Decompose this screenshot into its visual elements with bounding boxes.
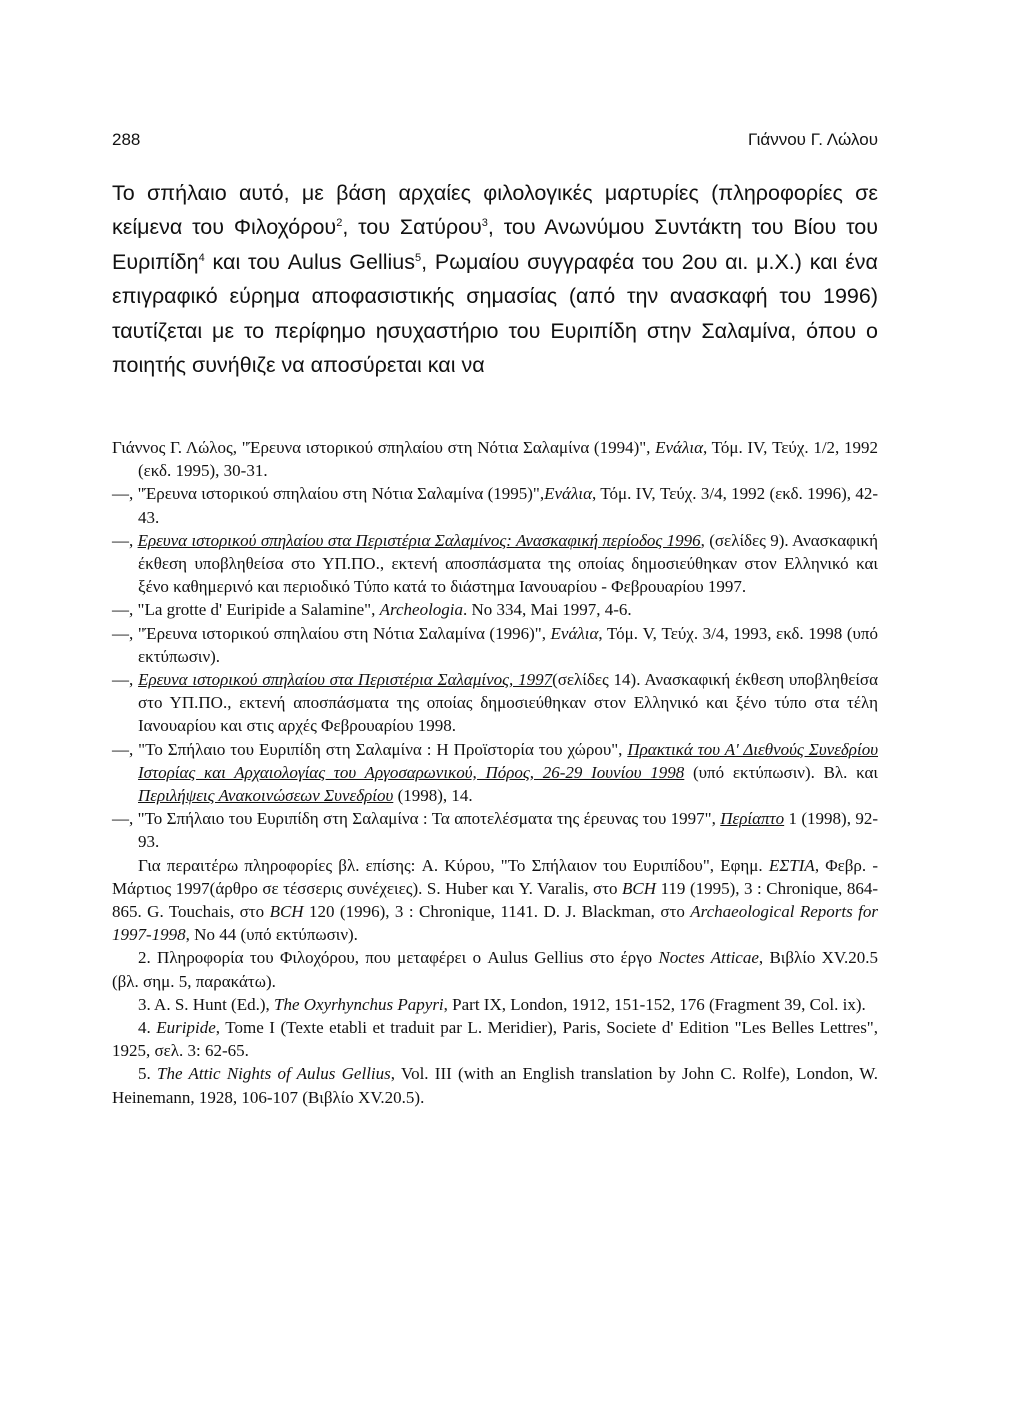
footnote-4: 4. Euripide, Tome I (Texte etabli et traduit par L. Meridier), Paris, Societe d' Edition "Les Belles Lettres", 1925, σελ. 3: 62-65. (112, 1018, 878, 1061)
footnote-marker: 3 (481, 217, 488, 230)
bibliography-entry: —, "La grotte d' Euripide a Salamine", Archeologia. No 334, Mai 1997, 4-6. (112, 600, 632, 620)
bibliography-entry: —, "Το Σπήλαιο του Ευριπίδη στη Σαλαμίνα : Τα αποτελέσματα της έρευνας του 1997", Περίαπτο 1 (1998), 92-93. (112, 809, 879, 852)
body-text-segment: , του Ανωνύμου Συντάκτη του Βίου του Ευριπίδη (112, 215, 878, 274)
bibliography-entry: —, Ερευνα ιστορικού σπηλαίου στα Περιστέρια Σαλαμίνος: Ανασκαφική περίοδος 1996, (σελίδες 9). Ανασκαφική έκθεση υποβληθείσα στο ΥΠ.ΠΟ., εκτενή αποσπάσματα της οποίας δημοσιεύθηκαν στον Ελληνικό και ξένο καθημερινό και περιοδικό Τύπο κατά το διάστημα Ιανουαρίου - Φεβρουαρίου 1997. (112, 530, 878, 597)
footnote-1: Για περαιτέρω πληροφορίες βλ. επίσης: A. Κύρου, "Το Σπήλαιον του Ευριπίδου", Εφημ. ΕΣΤΙΑ, Φεβρ. - Μάρτιος 1997(άρθρο σε τέσσερις συνέχειες). S. Huber και Y. Varalis, στο BCH 119 (1995), 3 : Chronique, 864-865. G. Touchais, στο BCH 120 (1996), 3 : Chronique, 1141. D. J. Blackman, στο Archaeological Reports for 1997-1998, No 44 (υπό εκτύπωσιν). (112, 855, 879, 945)
body-text-segment: και του Aulus Gellius (204, 249, 415, 274)
bibliography-entry: —, "Το Σπήλαιο του Ευριπίδη στη Σαλαμίνα : Η Προϊστορία του χώρου", Πρακτικά του Α' Διεθνούς Συνεδρίου Ιστορίας και Αρχαιολογίας του Αργοσαρωνικού, Πόρος, 26-29 Ιουνίου 1998 (υπό εκτύπωσιν). Βλ. και Περιλήψεις Ανακοινώσεων Συνεδρίου (1998), 14. (112, 739, 878, 806)
bibliography-entry: —, "Έρευνα ιστορικού σπηλαίου στη Νότια Σαλαμίνα (1996)", Ενάλια, Τόμ. V, Τεύχ. 3/4, 1993, εκδ. 1998 (υπό εκτύπωσιν). (112, 623, 878, 666)
footnote-3: 3. A. S. Hunt (Ed.), The Oxyrhynchus Papyri, Part IX, London, 1912, 151-152, 176 (Fragment 39, Col. ix). (138, 994, 866, 1014)
body-text-segment: , του Σατύρου (342, 215, 482, 240)
bibliography-entry: —, Ερευνα ιστορικού σπηλαίου στα Περιστέρια Σαλαμίνος, 1997(σελίδες 14). Ανασκαφική έκθεση υποβληθείσα στο ΥΠ.ΠΟ., εκτενή αποσπάσματα της οποίας δημοσιεύθηκαν στον Ελληνικό και ξένο τύπο στα τέλη Ιανουαρίου και στις αρχές Φεβρουαρίου 1998. (112, 670, 878, 736)
footnote-marker: 4 (198, 251, 205, 264)
body-text-segment: , Ρωμαίου συγγραφέα του 2ου αι. μ.Χ.) και ένα επιγραφικό εύρημα αποφασιστικής σημασίας (από την ανασκαφή του 1996) ταυτίζεται με το περίφημο ησυχαστήριο του Ευριπίδη στην Σαλαμίνα, όπου ο ποιητής συνήθιζε να αποσύρεται και να (112, 249, 878, 378)
footnote-2: 2. Πληροφορία του Φιλοχόρου, που μεταφέρει ο Aulus Gellius στο έργο Noctes Atticae, Βιβλίο XV.20.5 (βλ. σημ. 5, παρακάτω). (112, 948, 878, 991)
page-header (112, 130, 878, 154)
footnote-marker: 2 (336, 217, 343, 230)
body-text-segment: Το σπήλαιο αυτό, με βάση αρχαίες φιλολογικές μαρτυρίες (πληροφορίες σε κείμενα του Φιλοχόρου (112, 181, 878, 240)
running-head: Γιάννου Γ. Λώλου (747, 130, 878, 149)
bibliography-entry: —, "Έρευνα ιστορικού σπηλαίου στη Νότια Σαλαμίνα (1995)",Ενάλια, Τόμ. IV, Τεύχ. 3/4, 1992 (εκδ. 1996), 42-43. (112, 484, 878, 527)
footnote-marker: 5 (415, 251, 422, 264)
bibliography-entry: Γιάννος Γ. Λώλος, "Έρευνα ιστορικού σπηλαίου στη Νότια Σαλαμίνα (1994)", Ενάλια, Τόμ. IV, Τεύχ. 1/2, 1992 (εκδ. 1995), 30-31. (112, 438, 878, 481)
footnote-5: 5. The Attic Nights of Aulus Gellius, Vol. III (with an English translation by John C. Rolfe), London, W. Heinemann, 1928, 106-107 (Βιβλίο XV.20.5). (112, 1064, 878, 1107)
page-number: 288 (112, 130, 141, 149)
body-paragraph (112, 176, 878, 382)
footnotes (112, 436, 878, 1109)
